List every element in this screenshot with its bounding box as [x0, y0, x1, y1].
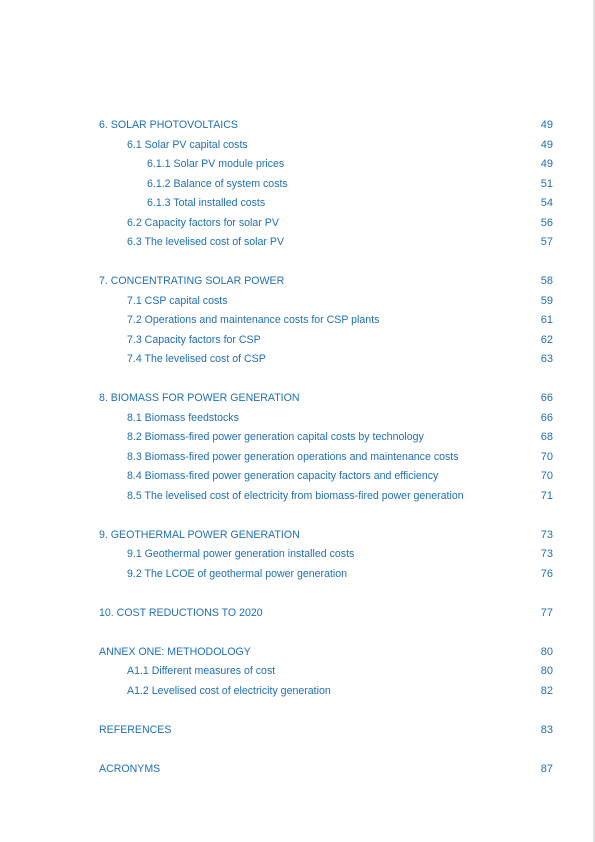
- toc-entry-section-6-1-1[interactable]: [99, 155, 553, 175]
- toc-entry-label: A1.2 Levelised cost of electricity generation: [127, 684, 331, 697]
- toc-entry-section-8-5[interactable]: [99, 487, 553, 507]
- toc-entry-label: ACRONYMS: [99, 762, 161, 775]
- toc-entry-chapter-8[interactable]: [99, 389, 553, 409]
- toc-entry-page: 49: [540, 158, 553, 170]
- toc-entry-section-9-2[interactable]: [99, 565, 553, 585]
- toc-entry-page: 82: [540, 684, 553, 697]
- toc-entry-page: 70: [540, 470, 553, 482]
- toc-entry-section-7-1[interactable]: [99, 292, 553, 312]
- toc-entry-label: 10. COST REDUCTIONS TO 2020: [99, 606, 263, 619]
- toc-entry-page: 80: [540, 645, 553, 658]
- toc-entry-label: 6.1.3 Total installed costs: [147, 197, 266, 209]
- toc-entry-label: 8.5 The levelised cost of electricity from biomass-fired power generation: [127, 489, 464, 502]
- toc-entry-section-8-1[interactable]: [99, 409, 553, 429]
- toc-entry-page: 57: [540, 236, 553, 248]
- toc-entry-acronyms[interactable]: [99, 760, 553, 780]
- toc-entry-section-8-3[interactable]: [99, 448, 553, 468]
- toc-entry-page: 51: [540, 177, 553, 190]
- toc-entry-label: 9.2 The LCOE of geothermal power generation: [127, 567, 348, 580]
- toc-entry-page: 68: [540, 431, 553, 443]
- toc-entry-page: 73: [540, 548, 553, 560]
- toc-entry-section-6-1-2[interactable]: [99, 175, 553, 195]
- toc-entry-section-a1-1[interactable]: [99, 662, 553, 682]
- toc-entry-page: 61: [540, 314, 553, 326]
- toc-entry-page: 56: [540, 216, 553, 229]
- toc-entry-chapter-6[interactable]: [99, 116, 553, 136]
- toc-entry-label: 9. GEOTHERMAL POWER GENERATION: [99, 528, 300, 541]
- toc-entry-page: 87: [540, 762, 553, 775]
- toc-entry-chapter-9[interactable]: [99, 526, 553, 546]
- toc-entry-section-8-2[interactable]: [99, 428, 553, 448]
- toc-entry-page: 83: [540, 723, 553, 736]
- toc-entry-page: 71: [540, 489, 553, 502]
- toc-entry-page: 62: [540, 333, 553, 346]
- toc-entry-label: 7.2 Operations and maintenance costs for CSP plants: [127, 314, 380, 326]
- toc-entry-references[interactable]: [99, 721, 553, 741]
- toc-entry-label: 8.4 Biomass-fired power generation capacity factors and efficiency: [127, 470, 439, 482]
- toc-entry-section-6-1-3[interactable]: [99, 194, 553, 214]
- toc-entry-label: 6.1 Solar PV capital costs: [127, 138, 248, 151]
- toc-entry-label: 6.3 The levelised cost of solar PV: [127, 236, 285, 248]
- toc-entry-page: 58: [540, 275, 553, 287]
- toc-entry-label: 8.3 Biomass-fired power generation operations and maintenance costs: [127, 450, 459, 463]
- toc-entry-page: 77: [540, 606, 553, 619]
- toc-entry-chapter-7[interactable]: [99, 272, 553, 292]
- toc-entry-page: 54: [540, 197, 553, 209]
- toc-entry-label: 8.1 Biomass feedstocks: [127, 411, 239, 424]
- toc-entry-page: 76: [540, 567, 553, 580]
- toc-entry-section-6-1[interactable]: [99, 136, 553, 156]
- toc-entry-label: 7. CONCENTRATING SOLAR POWER: [99, 275, 285, 287]
- toc-entry-section-6-2[interactable]: [99, 214, 553, 234]
- toc-entry-chapter-10[interactable]: [99, 604, 553, 624]
- toc-entry-section-7-4[interactable]: [99, 350, 553, 370]
- toc-entry-label: 6. SOLAR PHOTOVOLTAICS: [99, 119, 238, 131]
- toc-entry-section-9-1[interactable]: [99, 545, 553, 565]
- toc-entry-page: 80: [540, 665, 553, 677]
- toc-entry-label: 6.1.2 Balance of system costs: [147, 177, 288, 190]
- toc-entry-label: 8.2 Biomass-fired power generation capital costs by technology: [127, 431, 424, 443]
- toc-entry-page: 63: [540, 353, 553, 365]
- toc-entry-label: 7.3 Capacity factors for CSP: [127, 333, 261, 346]
- toc-entry-label: ANNEX ONE: METHODOLOGY: [99, 645, 251, 658]
- toc-entry-label: 6.2 Capacity factors for solar PV: [127, 216, 279, 229]
- toc-entry-page: 73: [540, 528, 553, 541]
- toc-entry-page: 66: [540, 411, 553, 424]
- toc-entry-page: 59: [540, 294, 553, 307]
- toc-entry-label: 9.1 Geothermal power generation installed costs: [127, 548, 355, 560]
- toc-entry-label: A1.1 Different measures of cost: [127, 665, 276, 677]
- toc-entry-section-7-2[interactable]: [99, 311, 553, 331]
- toc-entry-section-a1-2[interactable]: [99, 682, 553, 702]
- table-of-contents: [99, 116, 553, 779]
- toc-entry-label: 6.1.1 Solar PV module prices: [147, 158, 285, 170]
- toc-entry-label: 8. BIOMASS FOR POWER GENERATION: [99, 392, 300, 404]
- toc-entry-section-6-3[interactable]: [99, 233, 553, 253]
- toc-entry-label: 7.4 The levelised cost of CSP: [127, 353, 266, 365]
- toc-entry-section-7-3[interactable]: [99, 331, 553, 351]
- toc-entry-page: 49: [540, 138, 553, 151]
- toc-entry-annex-one[interactable]: [99, 643, 553, 663]
- toc-entry-section-8-4[interactable]: [99, 467, 553, 487]
- toc-entry-label: 7.1 CSP capital costs: [127, 294, 228, 307]
- toc-entry-page: 66: [540, 392, 553, 404]
- toc-entry-page: 70: [540, 450, 553, 463]
- toc-entry-page: 49: [540, 119, 553, 131]
- toc-entry-label: REFERENCES: [99, 723, 172, 736]
